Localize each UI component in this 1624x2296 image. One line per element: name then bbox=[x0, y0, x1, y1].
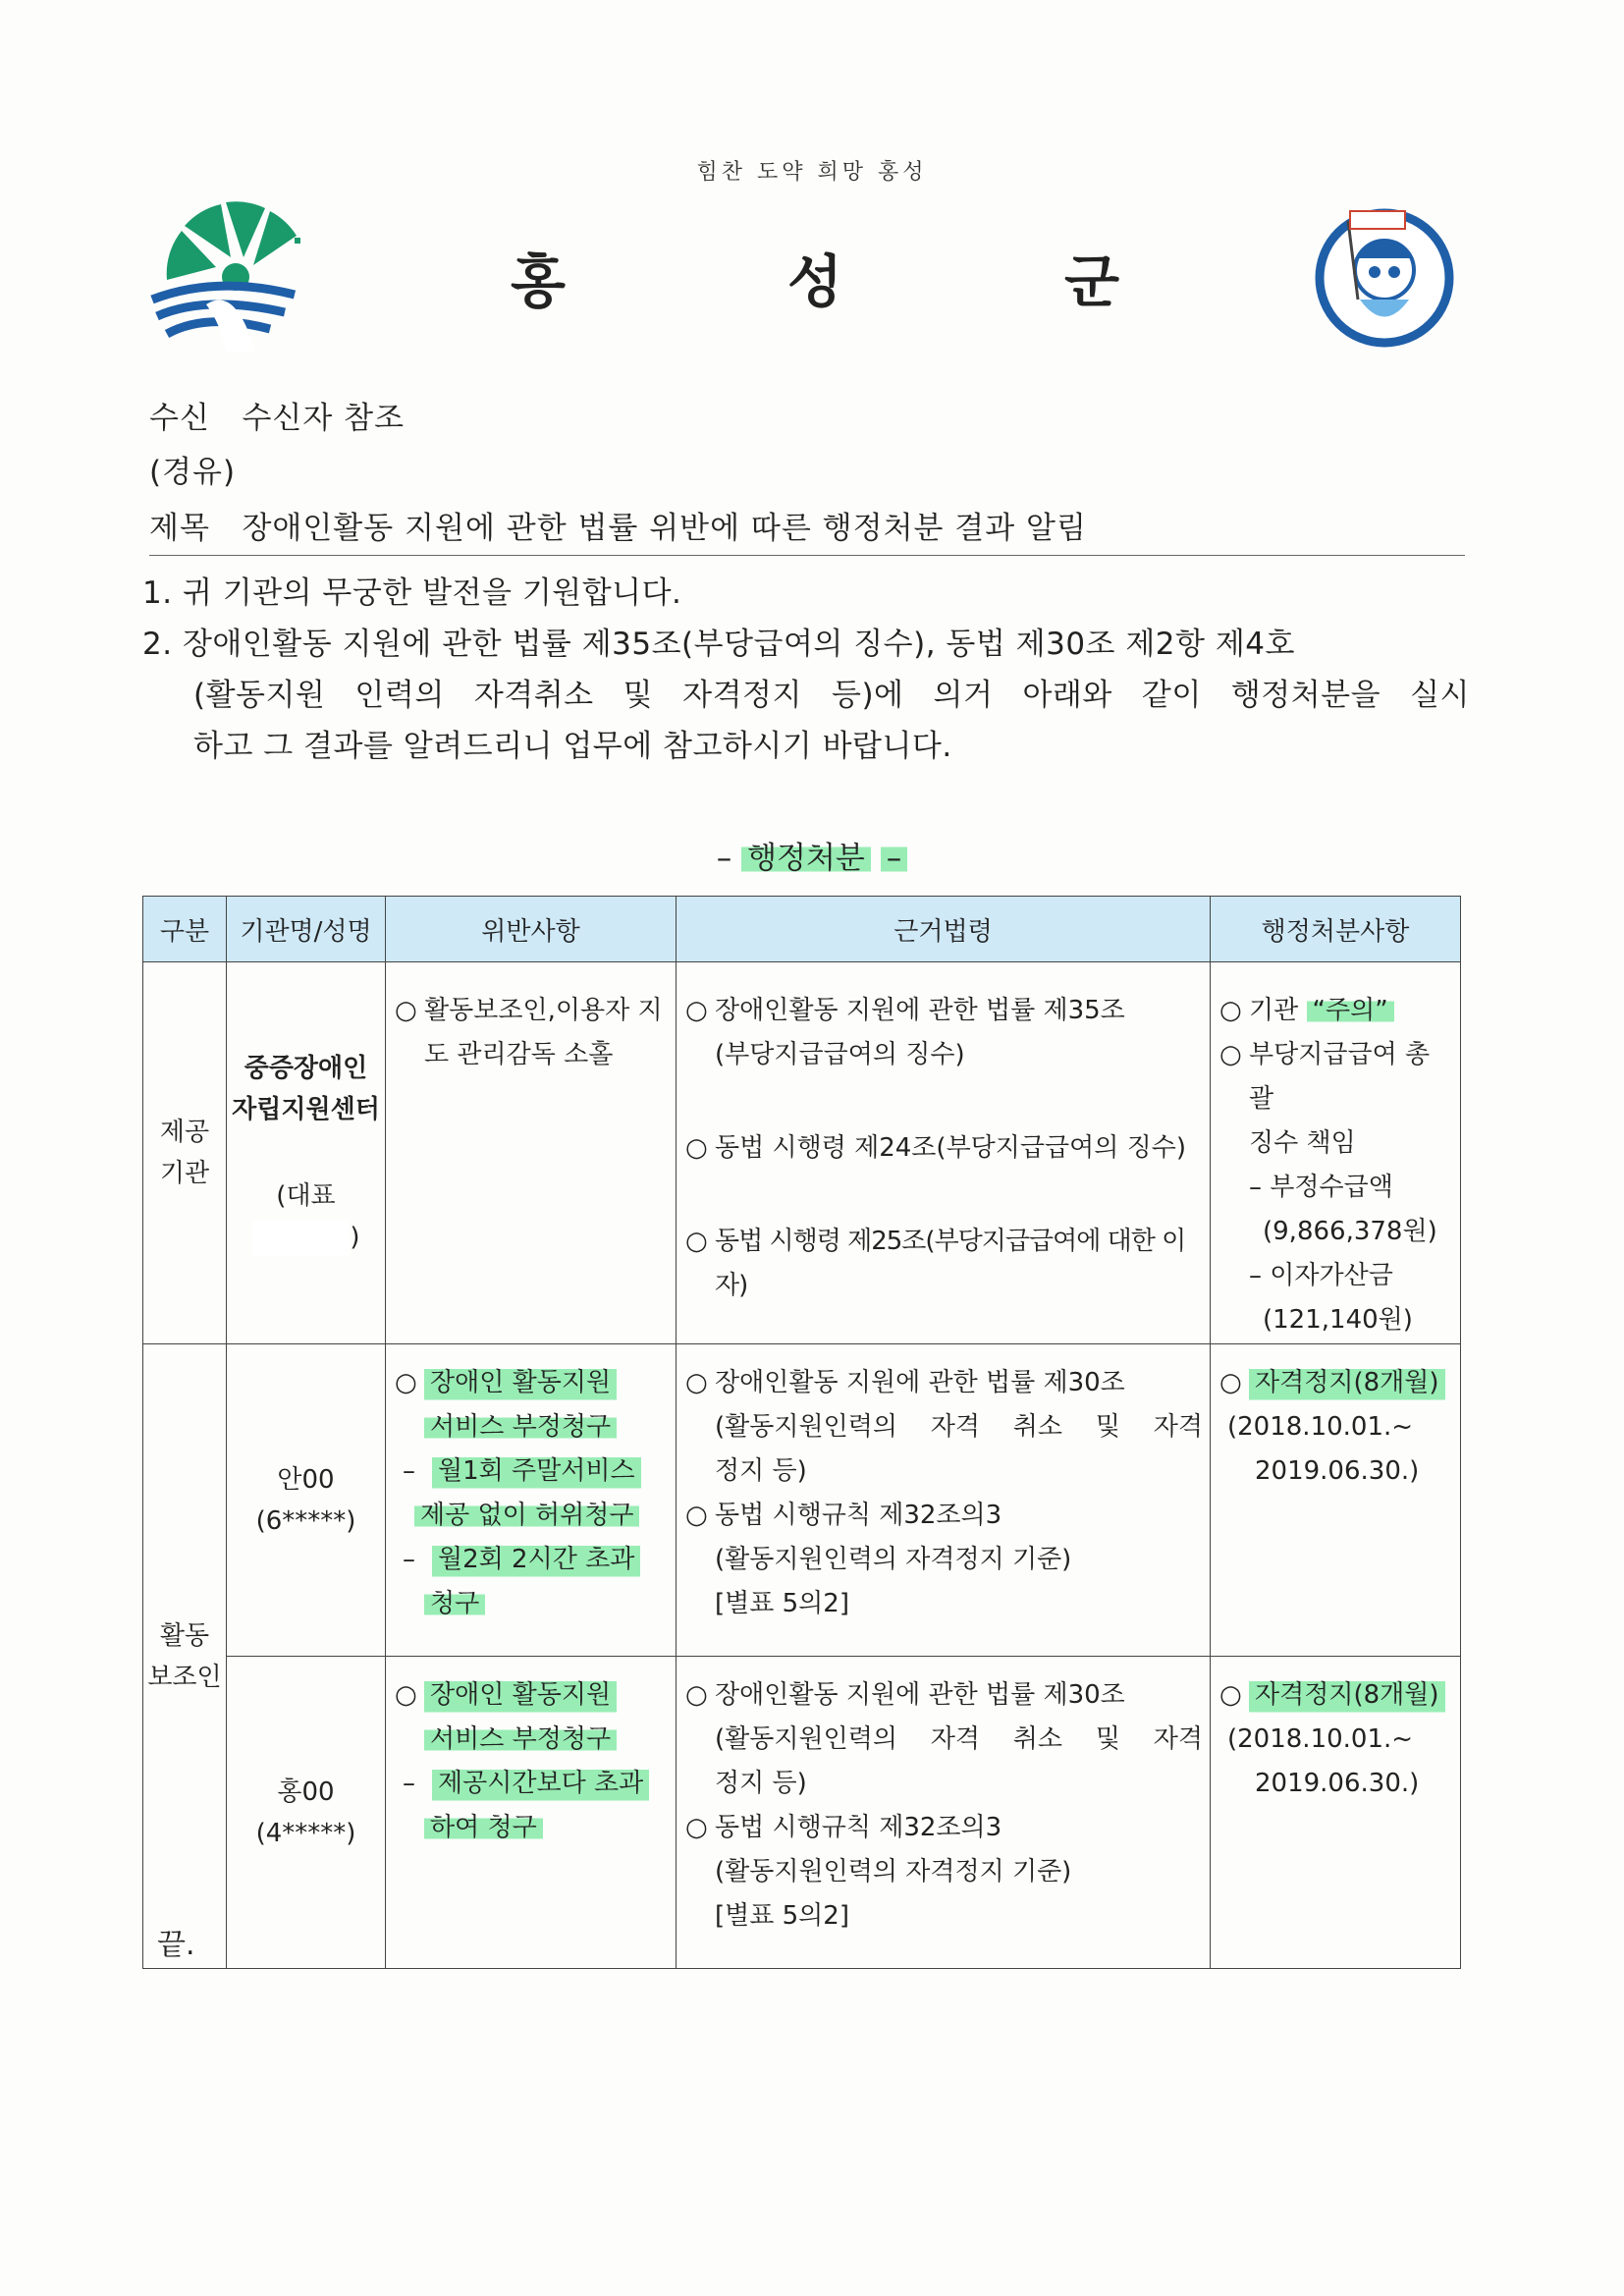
violation-text: 장애인 활동지원 bbox=[424, 1361, 617, 1405]
paragraph-2 bbox=[142, 619, 1470, 670]
list-item bbox=[1219, 989, 1453, 1033]
violation-cell bbox=[386, 1344, 677, 1657]
header-category: 구분 bbox=[143, 897, 227, 962]
dash-mark: – bbox=[403, 1545, 415, 1574]
law-text: 장애인활동 지원에 관한 법률 제30조 bbox=[715, 1368, 1125, 1397]
legal-basis-list bbox=[677, 963, 1209, 1308]
person-id: (4*****) bbox=[255, 1818, 356, 1848]
violation-detail: 월2회 2시간 초과 bbox=[432, 1538, 640, 1582]
list-item bbox=[1219, 1361, 1453, 1405]
law-text: 동법 시행령 제24조(부당지급급여의 징수) bbox=[715, 1133, 1187, 1163]
list-item bbox=[1219, 1673, 1453, 1718]
legal-basis-list bbox=[677, 1345, 1209, 1626]
org-char-2: 성 bbox=[786, 248, 843, 315]
law-text: 동법 시행령 제25조(부당지급급여에 대한 이자) bbox=[715, 1227, 1186, 1300]
via-line: (경유) bbox=[149, 455, 237, 490]
law-text: 동법 시행규칙 제32조의3 bbox=[715, 1813, 1002, 1842]
mascot-icon bbox=[1311, 201, 1458, 349]
recipient-line bbox=[149, 393, 405, 437]
bullet-icon: ○ bbox=[685, 996, 708, 1025]
dash-mark: – bbox=[1249, 1261, 1262, 1290]
action-list bbox=[1212, 963, 1459, 1342]
bullet-icon: ○ bbox=[1219, 1680, 1242, 1710]
person-name: 안00 bbox=[277, 1464, 335, 1495]
subject-label: 제목 bbox=[149, 511, 210, 546]
list-item bbox=[685, 1494, 1203, 1538]
action-cell bbox=[1211, 1657, 1461, 1969]
paragraph-2-line-3: 하고 그 결과를 알려드리니 업무에 참고하시기 바랍니다. bbox=[193, 729, 952, 764]
person-id: (6*****) bbox=[255, 1505, 356, 1536]
bullet-icon: ○ bbox=[685, 1813, 708, 1842]
bullet-icon: ○ bbox=[685, 1368, 708, 1397]
suspension-period: (2018.10.01.~ bbox=[1227, 1724, 1414, 1754]
violation-list bbox=[387, 1658, 675, 1850]
table-header-row bbox=[143, 897, 1461, 962]
paragraph-1 bbox=[142, 568, 1470, 619]
table-title-text: 행정처분 bbox=[741, 841, 871, 876]
law-subtext: (활동지원인력의 자격정지 기준) bbox=[715, 1857, 1072, 1886]
violation-detail: 월1회 주말서비스 bbox=[432, 1449, 641, 1494]
list-item bbox=[387, 963, 675, 1077]
law-subtext: [별표 5의2] bbox=[715, 1589, 849, 1618]
violation-text: 서비스 부정청구 bbox=[424, 1724, 617, 1754]
representative-close: ) bbox=[350, 1223, 360, 1252]
paragraph-2-line-2: (활동지원 인력의 자격취소 및 자격정지 등)에 의거 아래와 같이 행정처분을 실시 bbox=[193, 678, 1470, 713]
list-item bbox=[395, 1361, 669, 1405]
law-subtext: (부당지급급여의 징수) bbox=[715, 1040, 965, 1069]
org-char-1: 홍 bbox=[511, 248, 567, 315]
list-item bbox=[395, 1762, 669, 1806]
law-subtext: (활동지원인력의 자격 취소 및 자격 bbox=[715, 1412, 1203, 1442]
action-cell bbox=[1211, 962, 1461, 1344]
suspension-period: 2019.06.30.) bbox=[1255, 1769, 1420, 1798]
action-list bbox=[1212, 1658, 1459, 1806]
violation-text: 장애인 활동지원 bbox=[424, 1673, 617, 1718]
recipient-label: 수신 bbox=[149, 401, 210, 436]
header-action: 행정처분사항 bbox=[1211, 897, 1461, 962]
name-cell bbox=[227, 1657, 386, 1969]
header-divider bbox=[149, 555, 1465, 556]
header-name: 기관명/성명 bbox=[227, 897, 386, 962]
violation-text: 활동보조인,이용자 지도 관리감독 소홀 bbox=[424, 996, 663, 1069]
organization-name bbox=[511, 236, 1119, 318]
suspension-period: (2018.10.01.~ bbox=[1227, 1412, 1414, 1442]
paragraph-1-number: 1. bbox=[142, 575, 173, 611]
list-item bbox=[395, 1673, 669, 1718]
violation-list bbox=[387, 1345, 675, 1626]
representative-label: (대표 bbox=[276, 1181, 336, 1211]
law-text: 장애인활동 지원에 관한 법률 제30조 bbox=[715, 1680, 1125, 1710]
bullet-icon: ○ bbox=[395, 996, 417, 1025]
category-cell: 제공 기관 bbox=[143, 962, 227, 1344]
action-subtext: 징수 책임 bbox=[1249, 1128, 1356, 1158]
end-mark: 끝. bbox=[157, 1928, 195, 1962]
bullet-icon: ○ bbox=[1219, 996, 1242, 1025]
warning-highlight: “주의” bbox=[1307, 996, 1394, 1025]
list-item bbox=[685, 1220, 1203, 1308]
org-name-line-1: 중증장애인 bbox=[244, 1054, 368, 1083]
list-item bbox=[685, 989, 1203, 1033]
legal-basis-list bbox=[677, 1658, 1209, 1939]
suspension-period: 2019.06.30.) bbox=[1255, 1456, 1420, 1486]
org-name-line-2: 자립지원센터 bbox=[232, 1095, 380, 1124]
interest-value: (121,140원) bbox=[1263, 1305, 1413, 1335]
law-subtext: (활동지원인력의 자격 취소 및 자격 bbox=[715, 1724, 1203, 1754]
violation-detail: 제공 없이 허위청구 bbox=[414, 1501, 639, 1530]
table-row bbox=[143, 962, 1461, 1344]
category-cell: 활동 보조인 bbox=[143, 1344, 227, 1969]
action-list bbox=[1212, 1345, 1459, 1494]
org-char-3: 군 bbox=[1063, 248, 1119, 315]
header-legal-basis: 근거법령 bbox=[677, 897, 1211, 962]
legal-basis-cell bbox=[677, 1344, 1211, 1657]
suspension-text: 자격정지(8개월) bbox=[1249, 1673, 1445, 1718]
table-row bbox=[143, 1344, 1461, 1657]
law-subtext: (활동지원인력의 자격정지 기준) bbox=[715, 1545, 1072, 1574]
list-item bbox=[395, 1538, 669, 1582]
subject-value: 장애인활동 지원에 관한 법률 위반에 따른 행정처분 결과 알림 bbox=[242, 511, 1087, 546]
county-emblem-icon bbox=[147, 187, 324, 354]
list-item bbox=[685, 1673, 1203, 1718]
list-item bbox=[685, 1126, 1203, 1171]
slogan: 힘찬 도약 희망 홍성 bbox=[696, 160, 928, 185]
paragraph-1-text: 귀 기관의 무궁한 발전을 기원합니다. bbox=[182, 575, 682, 611]
violation-cell bbox=[386, 962, 677, 1344]
law-subtext: 정지 등) bbox=[715, 1456, 807, 1486]
bullet-icon: ○ bbox=[395, 1680, 417, 1710]
header-violation: 위반사항 bbox=[386, 897, 677, 962]
name-cell bbox=[227, 962, 386, 1344]
list-item bbox=[685, 1806, 1203, 1850]
bullet-icon: ○ bbox=[1219, 1368, 1242, 1397]
paragraph-2-line-1: 장애인활동 지원에 관한 법률 제35조(부당급여의 징수), 동법 제30조 제2항 제4호 bbox=[182, 627, 1295, 662]
person-name: 홍00 bbox=[277, 1777, 335, 1807]
action-subtext: 이자가산금 bbox=[1270, 1261, 1393, 1290]
paragraph-2-number: 2. bbox=[142, 627, 173, 662]
list-item bbox=[1219, 1254, 1453, 1298]
violation-cell bbox=[386, 1657, 677, 1969]
list-item bbox=[685, 1361, 1203, 1405]
violation-detail: 청구 bbox=[424, 1589, 485, 1618]
action-cell bbox=[1211, 1344, 1461, 1657]
name-cell bbox=[227, 1344, 386, 1657]
table-row bbox=[143, 1657, 1461, 1969]
list-item bbox=[395, 1449, 669, 1494]
dash-mark: – bbox=[1249, 1173, 1262, 1202]
administrative-action-table bbox=[142, 896, 1461, 1969]
list-item bbox=[1219, 1033, 1453, 1121]
action-text: 부당지급급여 총괄 bbox=[1249, 1040, 1431, 1114]
table-title-dash-left: – bbox=[716, 841, 732, 876]
law-subtext: 정지 등) bbox=[715, 1769, 807, 1798]
violation-detail: 제공시간보다 초과 bbox=[432, 1762, 649, 1806]
document-body bbox=[142, 568, 1470, 772]
violation-detail: 하여 청구 bbox=[424, 1813, 543, 1842]
legal-basis-cell bbox=[677, 962, 1211, 1344]
bullet-icon: ○ bbox=[685, 1680, 708, 1710]
bullet-icon: ○ bbox=[1219, 1040, 1242, 1069]
recipient-value: 수신자 참조 bbox=[242, 401, 406, 436]
table-title bbox=[0, 833, 1624, 877]
dash-mark: – bbox=[403, 1456, 415, 1486]
law-text: 장애인활동 지원에 관한 법률 제35조 bbox=[715, 996, 1125, 1025]
amount-value: (9,866,378원) bbox=[1263, 1217, 1437, 1246]
org-representative bbox=[228, 1175, 384, 1258]
legal-basis-cell bbox=[677, 1657, 1211, 1969]
table-title-dash-right: – bbox=[881, 841, 908, 876]
subject-line bbox=[149, 503, 1087, 547]
action-text: 기관 bbox=[1249, 996, 1299, 1025]
law-subtext: [별표 5의2] bbox=[715, 1901, 849, 1931]
bullet-icon: ○ bbox=[685, 1133, 708, 1163]
dash-mark: – bbox=[403, 1769, 415, 1798]
bullet-icon: ○ bbox=[685, 1227, 707, 1256]
violation-text: 서비스 부정청구 bbox=[424, 1412, 617, 1442]
suspension-text: 자격정지(8개월) bbox=[1249, 1361, 1445, 1405]
action-subtext: 부정수급액 bbox=[1270, 1173, 1393, 1202]
list-item bbox=[1219, 1166, 1453, 1210]
bullet-icon: ○ bbox=[395, 1368, 417, 1397]
law-text: 동법 시행규칙 제32조의3 bbox=[715, 1501, 1002, 1530]
redaction-mark bbox=[251, 1221, 350, 1256]
bullet-icon: ○ bbox=[685, 1501, 708, 1530]
